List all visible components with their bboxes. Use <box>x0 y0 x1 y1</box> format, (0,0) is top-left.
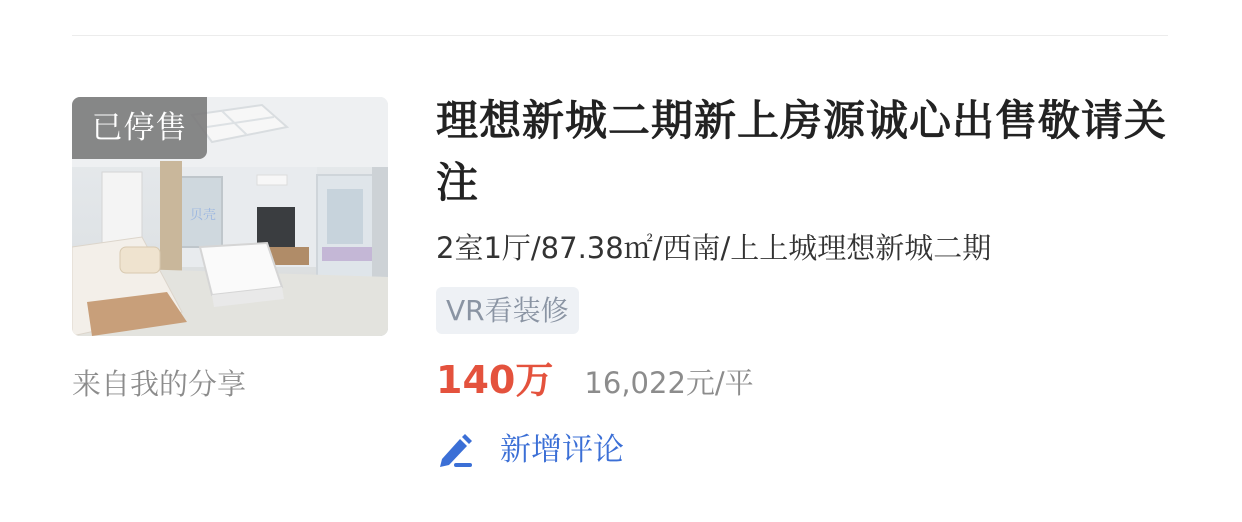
listing-photo[interactable] <box>72 97 388 336</box>
add-comment-label: 新增评论 <box>500 432 624 468</box>
unit-price: 16,022元/平 <box>584 366 754 400</box>
add-comment-button[interactable] <box>434 426 624 474</box>
photo-watermark: 贝壳 <box>190 207 217 222</box>
total-price: 140万 <box>436 358 554 402</box>
vr-tag[interactable]: VR看装修 <box>436 287 579 334</box>
listing-meta: 2室1厅/87.38㎡/西南/上上城理想新城二期 <box>436 231 992 265</box>
share-note: 来自我的分享 <box>72 367 247 401</box>
pen-edit-icon <box>434 429 476 471</box>
status-badge: 已停售 <box>72 97 207 159</box>
listing-title[interactable]: 理想新城二期新上房源诚心出售敬请关注 <box>436 96 1168 207</box>
price-row <box>436 352 754 411</box>
